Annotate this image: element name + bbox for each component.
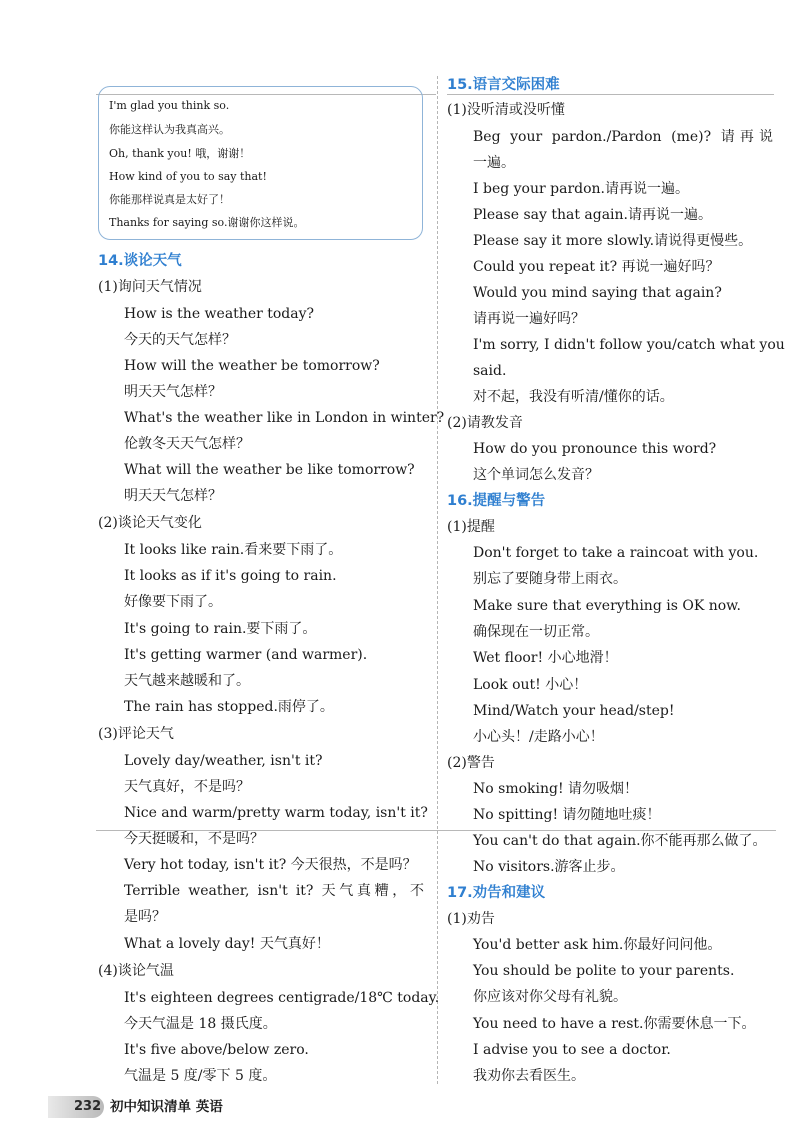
box-line: Thanks for saying so.谢谢你这样说。 — [109, 216, 305, 229]
text-line: 别忘了要随身带上雨衣。 — [473, 571, 627, 587]
text-line: Nice and warm/pretty warm today, isn't it? — [124, 805, 428, 821]
section-heading-14: 14.谈论天气 — [98, 253, 182, 269]
text-line: What will the weather be like tomorrow? — [124, 462, 415, 478]
section-heading-16: 16.提醒与警告 — [447, 493, 546, 509]
section-heading-17: 17.劝告和建议 — [447, 885, 546, 901]
text-line: Look out! 小心！ — [473, 677, 588, 693]
text-line: Wet floor! 小心地滑！ — [473, 650, 618, 666]
box-line: Oh, thank you! 哦，谢谢！ — [109, 147, 251, 160]
text-line: Beg your pardon./Pardon (me)? 请再说 — [473, 129, 773, 145]
text-line: Very hot today, isn't it? 今天很热，不是吗？ — [124, 857, 417, 873]
text-line: Make sure that everything is OK now. — [473, 598, 741, 614]
text-line: What a lovely day! 天气真好！ — [124, 936, 330, 952]
subheading: (2)谈论天气变化 — [98, 515, 202, 531]
subheading: (4)谈论气温 — [98, 963, 174, 979]
column-divider — [437, 76, 438, 1084]
text-line: You'd better ask him.你最好问问他。 — [473, 937, 722, 953]
text-line: 这个单词怎么发音？ — [473, 467, 599, 483]
text-line: No visitors.游客止步。 — [473, 859, 625, 875]
text-line: I'm sorry, I didn't follow you/catch what you — [473, 337, 785, 353]
text-line: Would you mind saying that again? — [473, 285, 722, 301]
right-top-rule — [447, 94, 774, 95]
text-line: It looks as if it's going to rain. — [124, 568, 337, 584]
page-number: 232 — [74, 1099, 102, 1114]
text-line: I beg your pardon.请再说一遍。 — [473, 181, 689, 197]
text-line: How is the weather today? — [124, 306, 315, 322]
subheading: (1)询问天气情况 — [98, 279, 202, 295]
text-line: It looks like rain.看来要下雨了。 — [124, 542, 343, 558]
text-line: It's eighteen degrees centigrade/18℃ today. — [124, 990, 440, 1006]
text-line: 好像要下雨了。 — [124, 594, 222, 610]
text-line: Lovely day/weather, isn't it? — [124, 753, 323, 769]
text-line: 伦敦冬天天气怎样？ — [124, 436, 250, 452]
text-line: 是吗？ — [124, 909, 166, 925]
text-line: 天气真好，不是吗？ — [124, 779, 250, 795]
subheading: (1)提醒 — [447, 519, 495, 535]
box-line: 你能那样说真是太好了！ — [109, 193, 230, 206]
text-line: I advise you to see a doctor. — [473, 1042, 671, 1058]
text-line: You can't do that again.你不能再那么做了。 — [473, 833, 767, 849]
text-line: 确保现在一切正常。 — [473, 624, 599, 640]
text-line: 我劝你去看医生。 — [473, 1068, 585, 1084]
text-line: 天气越来越暖和了。 — [124, 673, 250, 689]
subheading: (1)劝告 — [447, 911, 495, 927]
text-line: 明天天气怎样？ — [124, 488, 222, 504]
text-line: Could you repeat it? 再说一遍好吗？ — [473, 259, 720, 275]
text-line: 今天的天气怎样？ — [124, 332, 236, 348]
text-line: How will the weather be tomorrow? — [124, 358, 380, 374]
box-line: 你能这样认为我真高兴。 — [109, 123, 230, 136]
text-line: Please say it more slowly.请说得更慢些。 — [473, 233, 753, 249]
subheading: (2)请教发音 — [447, 415, 523, 431]
text-line: What's the weather like in London in winter? — [124, 410, 445, 426]
text-line: No smoking! 请勿吸烟！ — [473, 781, 639, 797]
text-line: 请再说一遍好吗？ — [473, 311, 585, 327]
text-line: It's getting warmer (and warmer). — [124, 647, 368, 663]
text-line: It's going to rain.要下雨了。 — [124, 621, 317, 637]
text-line: Mind/Watch your head/step! — [473, 703, 675, 719]
text-line: Terrible weather, isn't it? 天气真糟，不 — [124, 883, 424, 899]
text-line: Please say that again.请再说一遍。 — [473, 207, 713, 223]
text-line: It's five above/below zero. — [124, 1042, 309, 1058]
text-line: 今天气温是 18 摄氏度。 — [124, 1016, 277, 1032]
text-line: You need to have a rest.你需要休息一下。 — [473, 1016, 756, 1032]
text-line: The rain has stopped.雨停了。 — [124, 699, 334, 715]
book-title: 初中知识清单 英语 — [110, 1099, 223, 1115]
text-line: 小心头！/走路小心！ — [473, 729, 604, 745]
subheading: (1)没听清或没听懂 — [447, 102, 565, 118]
text-line: How do you pronounce this word? — [473, 441, 717, 457]
text-line: 一遍。 — [473, 155, 515, 171]
box-line: I'm glad you think so. — [109, 99, 230, 112]
text-line: said. — [473, 363, 507, 379]
section-heading-15: 15.语言交际困难 — [447, 77, 560, 93]
text-line: You should be polite to your parents. — [473, 963, 735, 979]
box-line: How kind of you to say that! — [109, 170, 267, 183]
phrase-box — [98, 86, 423, 240]
text-line: 明天天气怎样？ — [124, 384, 222, 400]
text-line: No spitting! 请勿随地吐痰！ — [473, 807, 661, 823]
text-line: Don't forget to take a raincoat with you. — [473, 545, 759, 561]
text-line: 你应该对你父母有礼貌。 — [473, 989, 627, 1005]
text-line: 今天挺暖和，不是吗？ — [124, 831, 264, 847]
text-line: 气温是 5 度/零下 5 度。 — [124, 1068, 277, 1084]
subheading: (2)警告 — [447, 755, 495, 771]
subheading: (3)评论天气 — [98, 726, 174, 742]
text-line: 对不起，我没有听清/懂你的话。 — [473, 389, 674, 405]
